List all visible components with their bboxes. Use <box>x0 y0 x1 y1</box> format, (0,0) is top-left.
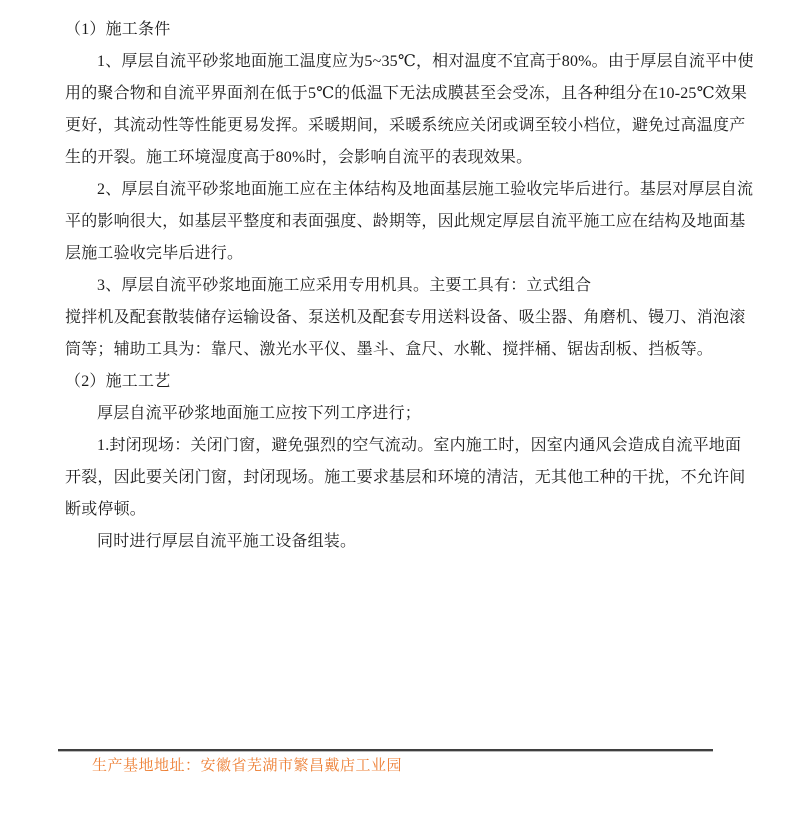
text-line: 1.封闭现场：关闭门窗，避免强烈的空气流动。室内施工时，因室内通风会造成自流平地面 <box>97 437 742 454</box>
text-line: 生的开裂。施工环境湿度高于80%时，会影响自流平的表现效果。 <box>65 149 533 166</box>
text-line: 搅拌机及配套散装储存运输设备、泵送机及配套专用送料设备、吸尘器、角磨机、镘刀、消泡滚 <box>65 309 746 326</box>
text-line: 用的聚合物和自流平界面剂在低于5℃的低温下无法成膜甚至会受冻，且各种组分在10-25℃效果 <box>65 85 748 102</box>
document-body <box>65 14 754 558</box>
text-line: 开裂，因此要关闭门窗，封闭现场。施工要求基层和环境的清洁，无其他工种的干扰，不允许间 <box>65 469 746 486</box>
section-heading-2: （2）施工工艺 <box>65 373 171 390</box>
text-line: 同时进行厚层自流平施工设备组装。 <box>97 533 357 550</box>
text-line: 1、厚层自流平砂浆地面施工温度应为5~35℃，相对温度不宜高于80%。由于厚层自流平中使 <box>97 53 754 70</box>
text-line: 层施工验收完毕后进行。 <box>65 245 244 262</box>
footer-divider <box>58 749 713 752</box>
text-line: 2、厚层自流平砂浆地面施工应在主体结构及地面基层施工验收完毕后进行。基层对厚层自流 <box>97 181 754 198</box>
footer-address: 生产基地地址：安徽省芜湖市繁昌戴店工业园 <box>92 758 403 774</box>
text-line: 筒等；辅助工具为：靠尺、激光水平仪、墨斗、盒尺、水靴、搅拌桶、锯齿刮板、挡板等。 <box>65 341 714 358</box>
text-line: 3、厚层自流平砂浆地面施工应采用专用机具。主要工具有：立式组合 <box>97 277 592 294</box>
text-line: 更好，其流动性等性能更易发挥。采暖期间，采暖系统应关闭或调至较小档位，避免过高温度产 <box>65 117 746 134</box>
text-line: 断或停顿。 <box>65 501 147 518</box>
section-heading-1: （1）施工条件 <box>65 21 171 38</box>
text-line: 平的影响很大，如基层平整度和表面强度、龄期等，因此规定厚层自流平施工应在结构及地面基 <box>65 213 746 230</box>
text-line: 厚层自流平砂浆地面施工应按下列工序进行； <box>97 405 422 422</box>
